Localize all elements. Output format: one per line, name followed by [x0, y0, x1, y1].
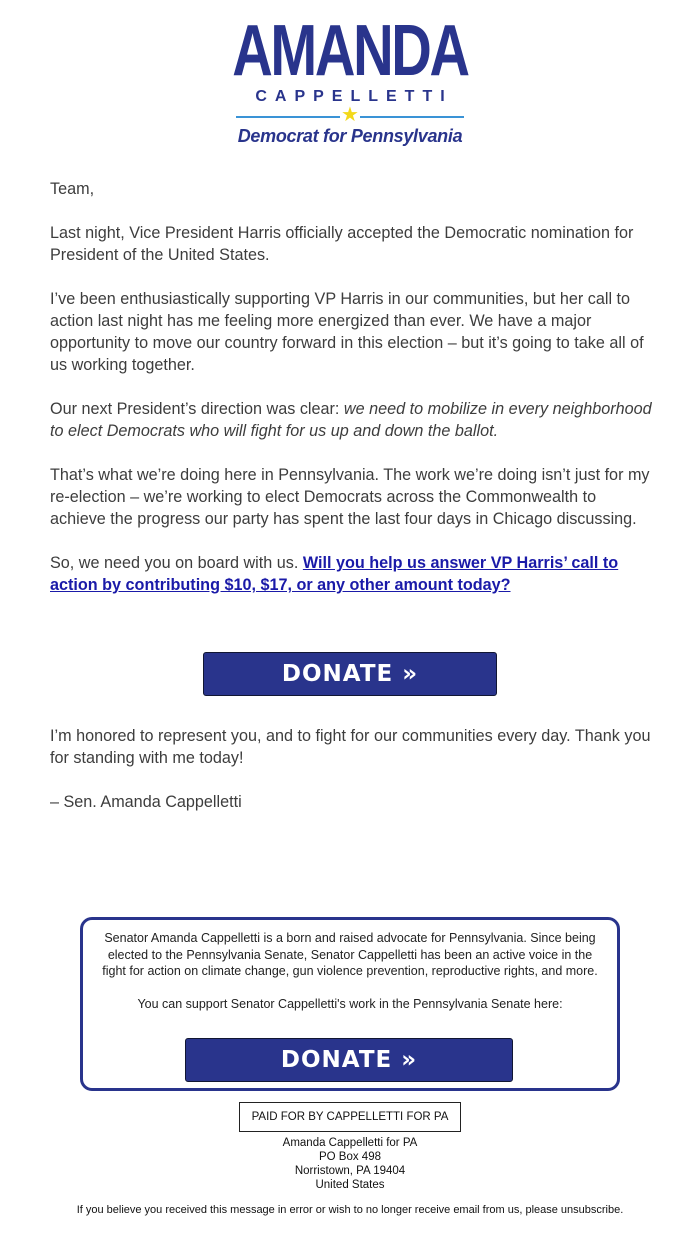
closing-paragraph: I’m honored to represent you, and to fight for our communities every day. Thank you for standing with me today! — [50, 727, 651, 767]
paragraph-ask — [50, 552, 654, 596]
donate-button[interactable]: DONATE » — [203, 652, 497, 696]
unsubscribe-end: . — [620, 1204, 624, 1216]
logo-rule-right — [360, 116, 464, 118]
paragraph-direction — [50, 398, 654, 442]
address-org: Amanda Cappelletti for PA — [282, 1137, 418, 1149]
email-closing — [50, 725, 654, 835]
paragraph-support: I’ve been enthusiastically supporting VP Harris in our communities, but her call to action last night has me feeling more energized than ever. We have a major opportunity to move our country forward in this election – but it’s going to take all of us working together. — [50, 290, 644, 374]
logo-rule-left — [236, 116, 340, 118]
ask-intro: So, we need you on board with us. — [50, 554, 303, 572]
logo-name: AMANDA — [232, 11, 468, 91]
contribute-link[interactable]: Will you help us answer VP Harris’ call to action by contributing $10, $17, or any other amount today? — [50, 554, 619, 594]
unsubscribe-notice — [0, 1204, 700, 1216]
direction-intro: Our next President’s direction was clear: — [50, 400, 344, 418]
direction-quote: we need to mobilize in every neighborhood to elect Democrats who will fight for us up and down the ballot. — [50, 400, 652, 440]
address-city: Norristown, PA 19404 — [294, 1165, 406, 1177]
paragraph-nomination: Last night, Vice President Harris officially accepted the Democratic nomination for President of the United States. — [50, 224, 634, 264]
logo-divider — [236, 106, 464, 126]
signature: – Sen. Amanda Cappelletti — [50, 793, 242, 811]
logo-surname: CAPPELLETTI — [255, 88, 453, 105]
footer-donate-button[interactable]: DONATE » — [185, 1038, 513, 1082]
paid-for-disclaimer: PAID FOR BY CAPPELLETTI FOR PA — [239, 1102, 461, 1132]
unsubscribe-text: If you believe you received this message in error or wish to no longer receive email from us, please — [76, 1204, 561, 1216]
senator-bio: Senator Amanda Cappelletti is a born and raised advocate for Pennsylvania. Since being elected to the Pennsylvania Senate, Senator Cappelletti has been an active voice in the fight for action on climate change, gun violence prevention, reproductive rights, and more. — [102, 931, 598, 978]
campaign-logo — [0, 11, 700, 147]
address-street: PO Box 498 — [318, 1151, 381, 1163]
address-country: United States — [315, 1179, 385, 1191]
paragraph-pennsylvania: That’s what we’re doing here in Pennsylvania. The work we’re doing isn’t just for my re-election – we’re working to elect Democrats across the Commonwealth to achieve the progress our party has spent the last four days in Chicago discussing. — [50, 466, 650, 528]
logo-tagline: Democrat for Pennsylvania — [237, 126, 463, 146]
senator-bio-box — [80, 917, 620, 1091]
email-body — [50, 178, 654, 618]
support-text: You can support Senator Cappelletti's work in the Pennsylvania Senate here: — [137, 996, 563, 1011]
mailing-address — [0, 1136, 700, 1192]
unsubscribe-link[interactable]: unsubscribe — [560, 1204, 621, 1216]
greeting: Team, — [50, 180, 95, 198]
star-icon: ★ — [341, 104, 359, 126]
